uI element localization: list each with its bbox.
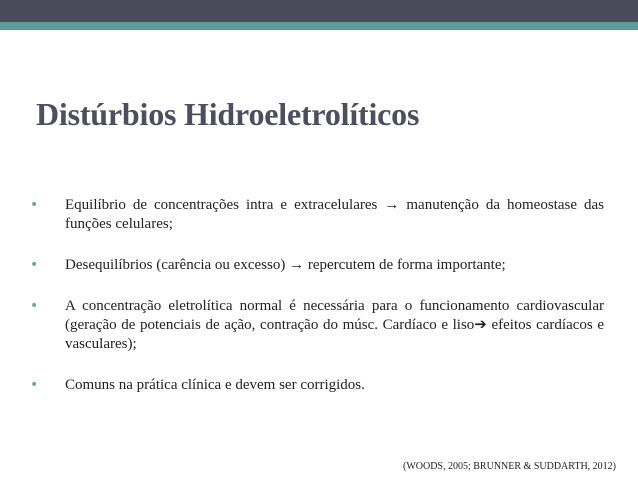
bullet-text: Equilíbrio de concentrações intra e extracelulares → manutenção da homeostase das funções celulares;	[65, 197, 604, 232]
bullet-item	[30, 297, 604, 354]
header-band	[0, 0, 638, 22]
bullet-list	[30, 196, 604, 417]
slide-title: Distúrbios Hidroeletrolíticos	[36, 96, 420, 132]
bullet-item	[30, 256, 604, 275]
bullet-text: Comuns na prática clínica e devem ser corrigidos.	[65, 377, 365, 393]
citation: (WOODS, 2005; BRUNNER & SUDDARTH, 2012)	[402, 461, 616, 472]
bullet-dot-icon: •	[30, 197, 39, 213]
header-accent-stripe	[0, 22, 638, 30]
bullet-dot-icon: •	[30, 377, 39, 393]
bullet-text: A concentração eletrolítica normal é necessária para o funcionamento cardiovascular (geração de potenciais de ação, contração do músc. Cardíaco e liso➔ efeitos cardíacos e vasculares);	[65, 298, 604, 352]
bullet-item	[30, 376, 604, 395]
bullet-dot-icon: •	[30, 257, 39, 273]
bullet-dot-icon: •	[30, 298, 39, 314]
bullet-text: Desequilíbrios (carência ou excesso) → repercutem de forma importante;	[65, 257, 506, 273]
bullet-item	[30, 196, 604, 234]
